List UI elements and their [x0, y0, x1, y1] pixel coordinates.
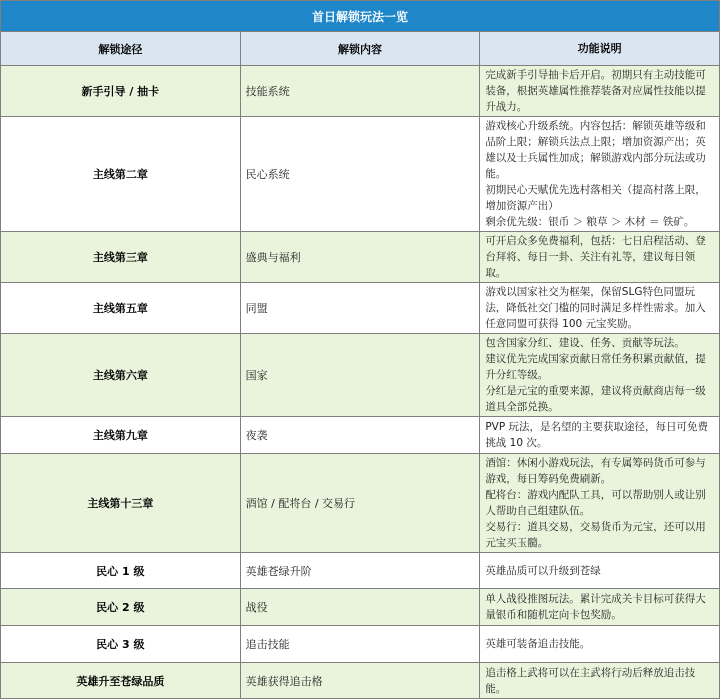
row-content: 英雄获得追击格	[240, 663, 480, 699]
table-row	[1, 626, 720, 663]
table-row	[1, 454, 720, 553]
row-content: 盛典与福利	[240, 232, 480, 283]
description-line: 交易行：道具交易，交易货币为元宝，还可以用元宝买玉髓。	[485, 521, 706, 549]
description-line: 分红是元宝的重要来源，建议将贡献商店每一级道具全部兑换。	[485, 385, 706, 413]
description-line: 建议优先完成国家贡献日常任务积累贡献值，提升分红等级。	[485, 353, 706, 381]
description-line: 剩余优先级：银币 ＞ 粮草 ＞ 木材 ＝ 铁矿。	[485, 216, 695, 228]
description-line: 追击格上武将可以在主武将行动后释放追击技能。	[485, 666, 696, 695]
row-description	[480, 417, 720, 454]
row-description	[480, 553, 720, 589]
table-row	[1, 663, 720, 699]
row-content: 英雄苍绿升阶	[240, 553, 480, 589]
table-row	[1, 553, 720, 589]
row-description	[480, 334, 720, 417]
row-content: 夜袭	[240, 417, 480, 454]
row-path: 主线第二章	[1, 117, 241, 232]
row-path: 主线第六章	[1, 334, 241, 417]
row-path: 主线第五章	[1, 283, 241, 334]
table-row	[1, 283, 720, 334]
row-content: 国家	[240, 334, 480, 417]
table-row	[1, 117, 720, 232]
column-header-path: 解锁途径	[1, 32, 241, 66]
table-row	[1, 334, 720, 417]
row-path: 主线第三章	[1, 232, 241, 283]
row-description	[480, 117, 720, 232]
description-line: 英雄品质可以升级到苍绿	[485, 564, 601, 577]
description-line: 完成新手引导抽卡后开启。初期只有主动技能可装备，根据英雄属性推荐装备对应属性技能以提升战力。	[485, 69, 706, 113]
description-line: 酒馆：休闲小游戏玩法，有专属筹码货币可参与游戏，每日筹码免费刷新。	[485, 457, 706, 485]
row-path: 民心 1 级	[1, 553, 241, 589]
row-path: 民心 2 级	[1, 589, 241, 626]
row-content: 酒馆 / 配将台 / 交易行	[240, 454, 480, 553]
row-description	[480, 66, 720, 117]
description-line: 可开启众多免费福利，包括：七日启程活动、登台拜将、每日一卦、关注有礼等，建议每日领取。	[485, 235, 706, 279]
row-description	[480, 626, 720, 663]
row-path: 英雄升至苍绿品质	[1, 663, 241, 699]
row-content: 民心系统	[240, 117, 480, 232]
description-line: 单人战役推图玩法。累计完成关卡目标可获得大量银币和随机定向卡包奖励。	[485, 593, 706, 621]
column-header-description: 功能说明	[480, 32, 720, 66]
row-content: 追击技能	[240, 626, 480, 663]
row-path: 主线第九章	[1, 417, 241, 454]
table-title: 首日解锁玩法一览	[1, 1, 720, 32]
table-row	[1, 66, 720, 117]
row-description	[480, 663, 720, 699]
row-content: 战役	[240, 589, 480, 626]
description-line: 游戏核心升级系统。内容包括：解锁英雄等级和品阶上限；解锁兵法点上限；增加资源产出；英雄以及士兵属性加成；解锁游戏内部分玩法或功能。	[485, 120, 706, 180]
row-description	[480, 454, 720, 553]
row-path: 主线第十三章	[1, 454, 241, 553]
table-row	[1, 417, 720, 454]
description-line: 英雄可装备追击技能。	[485, 638, 591, 650]
table-row	[1, 589, 720, 626]
table-row	[1, 232, 720, 283]
row-description	[480, 589, 720, 626]
column-header-content: 解锁内容	[240, 32, 480, 66]
row-path: 民心 3 级	[1, 626, 241, 663]
description-line: 配将台：游戏内配队工具，可以帮助别人或让别人帮助自己组建队伍。	[485, 489, 706, 517]
row-content: 技能系统	[240, 66, 480, 117]
row-content: 同盟	[240, 283, 480, 334]
description-line: 游戏以国家社交为框架，保留SLG特色同盟玩法，降低社交门槛的同时满足多样性需求。加入任意同盟可获得 100 元宝奖励。	[485, 286, 706, 330]
description-line: 初期民心天赋优先选村落相关（提高村落上限，增加资源产出）	[485, 184, 706, 212]
row-path: 新手引导 / 抽卡	[1, 66, 241, 117]
description-line: 包含国家分红、建设、任务、贡献等玩法。	[485, 337, 685, 349]
row-description	[480, 232, 720, 283]
row-description	[480, 283, 720, 334]
description-line: PVP 玩法，是名望的主要获取途径，每日可免费挑战 10 次。	[485, 421, 708, 449]
